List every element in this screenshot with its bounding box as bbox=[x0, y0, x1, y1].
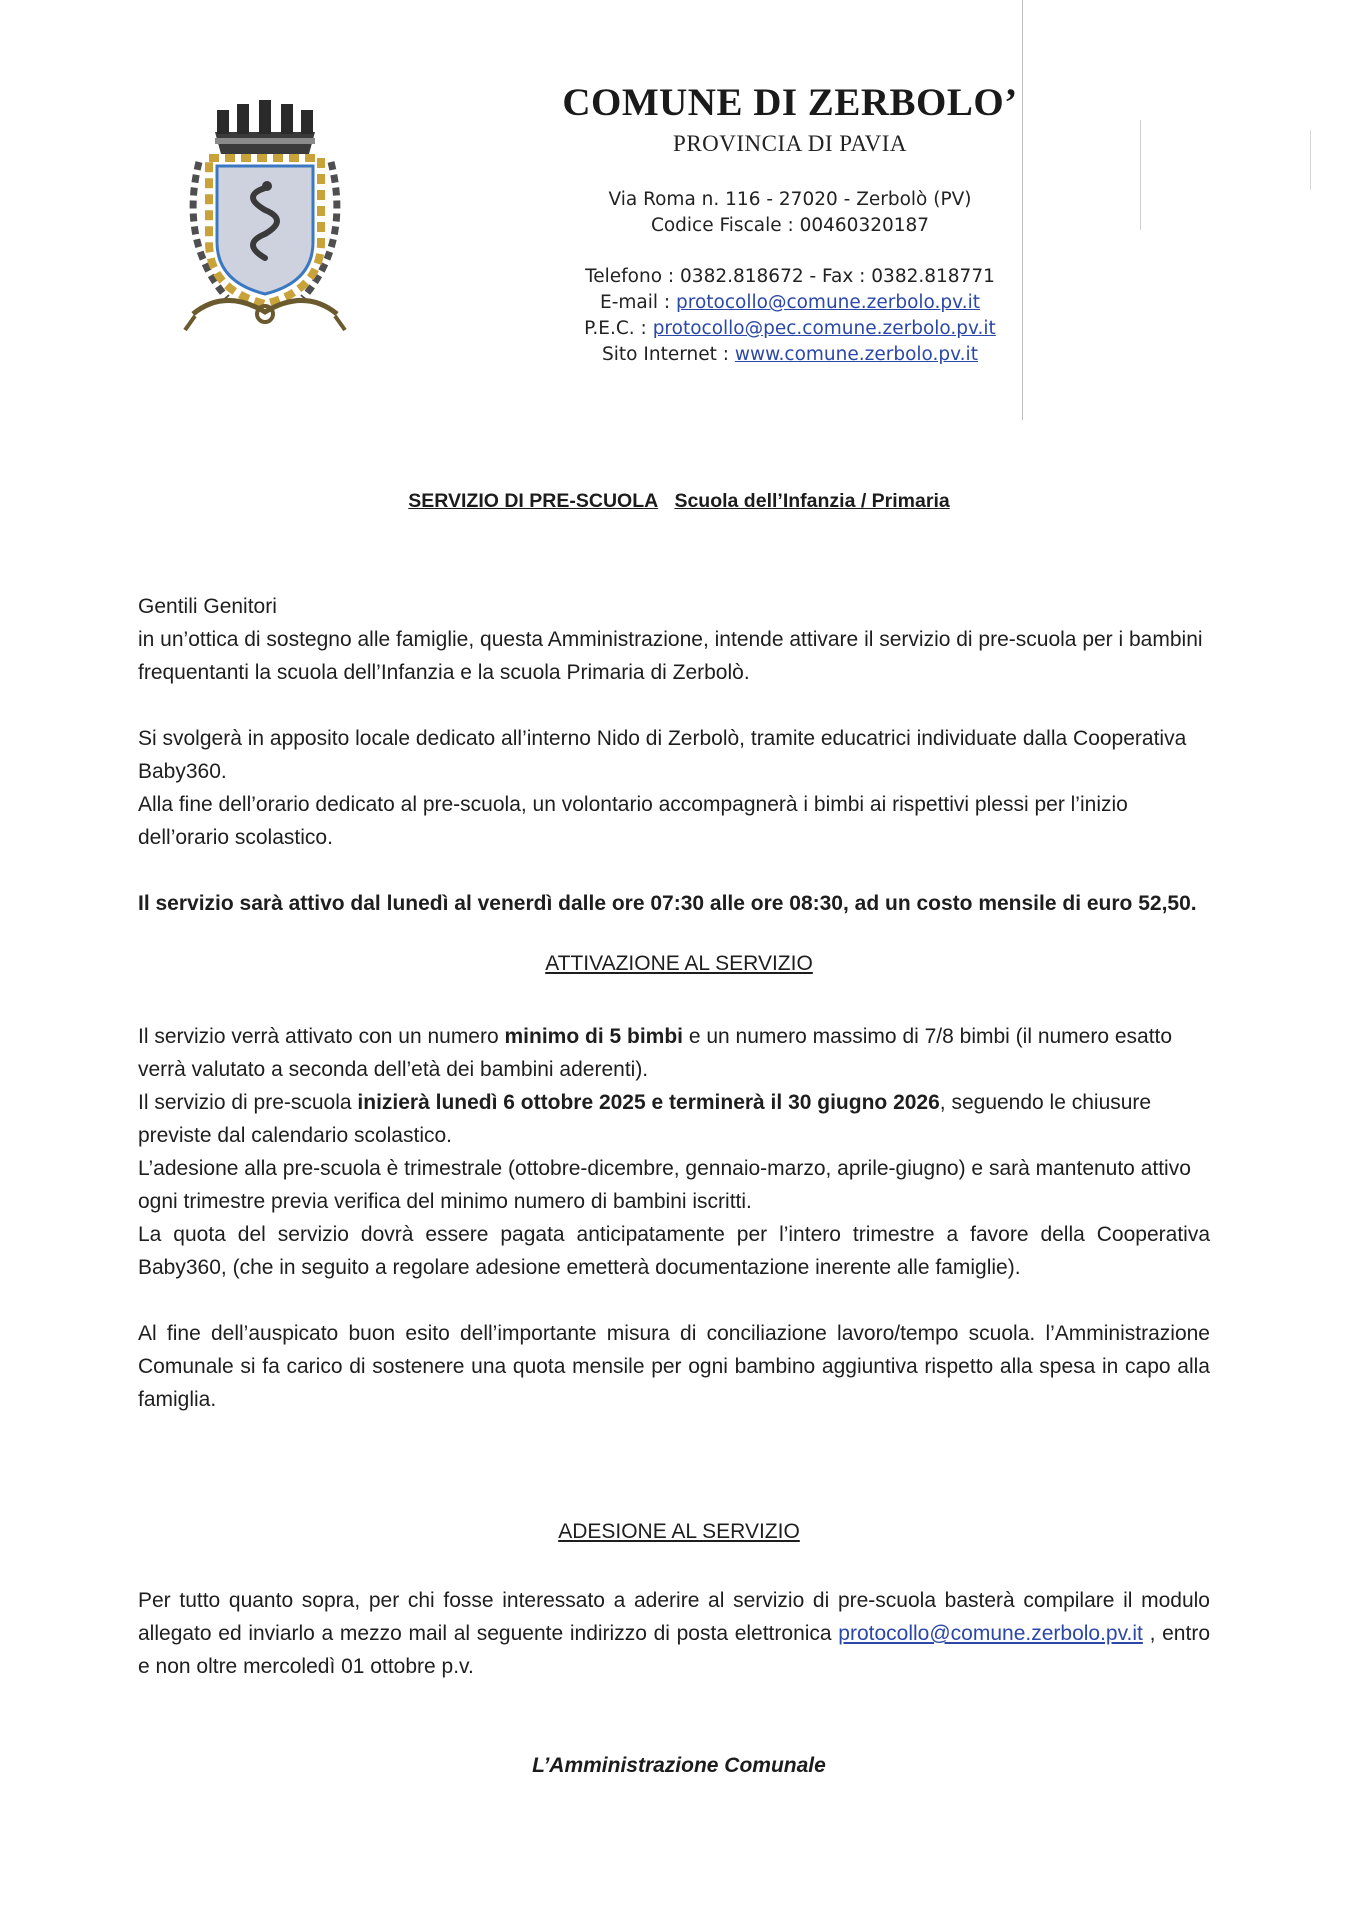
activation-dates: Il servizio di pre-scuola inizierà lunedì 6 ottobre 2025 e terminerà il 30 giugno 2026, seguendo le chiusure previste dal calendario scolastico. bbox=[138, 1091, 1152, 1147]
org-fiscal-code: Codice Fiscale : 00460320187 bbox=[650, 215, 930, 236]
title-schools: Scuola dell’Infanzia / Primaria bbox=[674, 490, 950, 512]
org-site-line bbox=[520, 342, 1060, 368]
pec-label: P.E.C. : bbox=[584, 318, 653, 339]
adhesion-email-link[interactable]: protocollo@comune.zerbolo.pv.it bbox=[838, 1622, 1143, 1645]
adhesion-paragraph: Per tutto quanto sopra, per chi fosse interessato a aderire al servizio di pre-scuola basterà compilare il modulo allegato ed inviarlo a mezzo mail al seguente indirizzo di posta elettronica protocollo@comune.zerbolo.pv.it , entro e non oltre mercoledì 01 ottobre p.v. bbox=[138, 1589, 1210, 1678]
adhesion-heading: ADESIONE AL SERVIZIO bbox=[558, 1520, 800, 1543]
org-pec-line bbox=[520, 316, 1060, 342]
org-name: COMUNE DI ZERBOLO’ bbox=[562, 81, 1018, 124]
intro-section bbox=[138, 590, 1210, 920]
salutation: Gentili Genitori bbox=[138, 595, 277, 618]
admin-contribution: Al fine dell’auspicato buon esito dell’importante misura di conciliazione lavoro/tempo scuola. l’Amministrazione Comunale si fa carico di sostenere una quota mensile per ogni bambino aggiuntiva rispetto alla spesa in capo alla famiglia. bbox=[138, 1322, 1210, 1411]
location-paragraph: Si svolgerà in apposito locale dedicato all’interno Nido di Zerbolò, tramite educatrici individuate dalla Cooperativa Baby360. bbox=[138, 727, 1187, 783]
activation-quarterly: L’adesione alla pre-scuola è trimestrale (ottobre-dicembre, gennaio-marzo, aprile-giugno) e sarà mantenuto attivo ogni trimestre previa verifica del minimo numero di bambini iscritti. bbox=[138, 1157, 1191, 1213]
website-link[interactable]: www.comune.zerbolo.pv.it bbox=[734, 344, 978, 365]
org-province: PROVINCIA DI PAVIA bbox=[673, 131, 907, 156]
title-service: SERVIZIO DI PRE-SCUOLA bbox=[408, 490, 659, 512]
scan-artifact-line bbox=[1310, 130, 1311, 190]
org-email-line bbox=[520, 290, 1060, 316]
activation-heading: ATTIVAZIONE AL SERVIZIO bbox=[545, 952, 813, 975]
org-address: Via Roma n. 116 - 27020 - Zerbolò (PV) bbox=[608, 189, 972, 210]
adhesion-section bbox=[138, 1584, 1210, 1683]
pec-link[interactable]: protocollo@pec.comune.zerbolo.pv.it bbox=[652, 318, 996, 339]
org-phone-fax: Telefono : 0382.818672 - Fax : 0382.818771 bbox=[585, 266, 995, 287]
activation-limits: Il servizio verrà attivato con un numero minimo di 5 bimbi e un numero massimo di 7/8 bimbi (il numero esatto verrà valutato a seconda dell’età dei bambini aderenti). bbox=[138, 1025, 1173, 1081]
document-title bbox=[0, 490, 1358, 513]
schedule-paragraph: Il servizio sarà attivo dal lunedì al venerdì dalle ore 07:30 alle ore 08:30, ad un costo mensile di euro 52,50. bbox=[138, 892, 1197, 915]
scan-artifact-line bbox=[1140, 120, 1141, 230]
intro-paragraph: in un’ottica di sostegno alle famiglie, questa Amministrazione, intende attivare il servizio di pre-scuola per i bambini frequentanti la scuola dell’Infanzia e la scuola Primaria di Zerbolò. bbox=[138, 628, 1203, 684]
signature: L’Amministrazione Comunale bbox=[532, 1754, 826, 1777]
site-label: Sito Internet : bbox=[602, 344, 735, 365]
activation-section bbox=[138, 1020, 1210, 1416]
email-label: E-mail : bbox=[600, 292, 677, 313]
municipal-crest-icon bbox=[175, 92, 355, 342]
activation-payment: La quota del servizio dovrà essere pagata anticipatamente per l’intero trimestre a favore della Cooperativa Baby360, (che in seguito a regolare adesione emetterà documentazione inerente alle famiglie). bbox=[138, 1223, 1210, 1279]
volunteer-paragraph: Alla fine dell’orario dedicato al pre-scuola, un volontario accompagnerà i bimbi ai rispettivi plessi per l’inizio dell’orario scolastico. bbox=[138, 793, 1128, 849]
letterhead bbox=[520, 80, 1060, 368]
email-link[interactable]: protocollo@comune.zerbolo.pv.it bbox=[676, 292, 980, 313]
